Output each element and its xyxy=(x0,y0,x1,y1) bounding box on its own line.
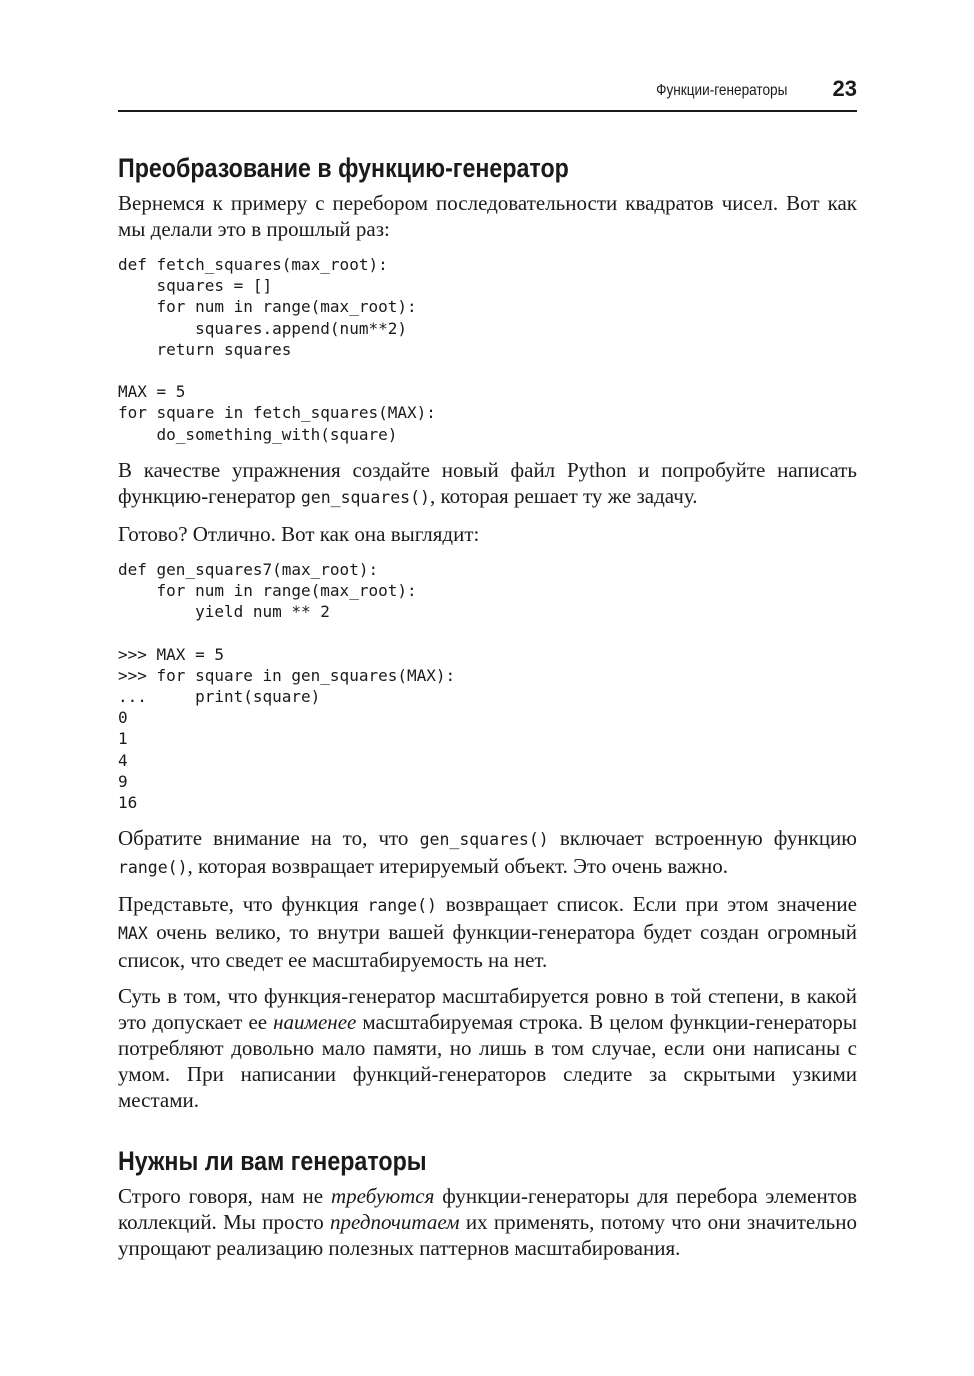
inline-code-gen-squares-2: gen_squares() xyxy=(419,830,549,850)
code-block-fetch-squares: def fetch_squares(max_root): squares = [] for num in range(max_root): squares.append(num**2) return squares MAX = 5 for square in fetch_squares(MAX): do_something_with(square) xyxy=(118,255,436,444)
imagine-text-1: Представьте, что функция xyxy=(118,892,368,917)
need-emphasis-2: предпочитаем xyxy=(330,1210,460,1235)
imagine-paragraph xyxy=(118,891,857,973)
need-emphasis-1: требуются xyxy=(331,1184,435,1209)
exercise-paragraph xyxy=(118,457,857,511)
intro-paragraph: Вернемся к примеру с перебором последовательности квадратов чисел. Вот как мы делали это в прошлый раз: xyxy=(118,191,857,241)
need-paragraph xyxy=(118,1183,857,1261)
inline-code-range: range() xyxy=(118,858,188,878)
ready-paragraph: Готово? Отлично. Вот как она выглядит: xyxy=(118,521,480,546)
section-heading-do-you-need-generators: Нужны ли вам генераторы xyxy=(118,1146,427,1177)
note-text-2: включает встроенную функцию xyxy=(548,826,857,851)
page-number: 23 xyxy=(832,76,857,101)
need-text-1: Строго говоря, нам не xyxy=(118,1184,332,1209)
page-content xyxy=(118,148,857,1261)
note-paragraph xyxy=(118,825,857,881)
need-text-2: функции-генераторы для перебора элементов коллекций. Мы просто xyxy=(118,1184,858,1235)
need-text-3: их применять, потому что они значительно упрощают реализацию полезных паттернов масштабирования. xyxy=(118,1210,857,1261)
running-header xyxy=(118,76,857,112)
inline-code-range-2: range() xyxy=(367,896,437,916)
running-title: Функции-генераторы xyxy=(655,82,787,99)
code-block-gen-squares: def gen_squares7(max_root): for num in range(max_root): yield num ** 2 >>> MAX = 5 >>> for square in gen_squares(MAX): ... print(square) 0 1 4 9 16 xyxy=(118,559,456,813)
imagine-text-2: возвращает список. Если при этом значение xyxy=(436,892,857,917)
note-text-3: , которая возвращает итерируемый объект. Это очень важно. xyxy=(187,854,728,879)
point-emphasis: наименее xyxy=(273,1010,357,1035)
inline-code-gen-squares: gen_squares() xyxy=(300,487,430,507)
inline-code-max: MAX xyxy=(118,924,148,944)
exercise-text-1: В качестве упражнения создайте новый файл Python и попробуйте написать функцию-генератор xyxy=(118,457,857,508)
section-heading-generator-conversion: Преобразование в функцию-генератор xyxy=(118,153,569,183)
point-text-1: Суть в том, что функция-генератор масштабируется ровно в той степени, в какой это допускает ее xyxy=(118,984,857,1035)
point-paragraph xyxy=(118,983,857,1113)
note-text-1: Обратите внимание на то, что xyxy=(118,826,420,851)
imagine-text-3: очень велико, то внутри вашей функции-генератора будет создан огромный список, что сведет ее масштабируемость на нет. xyxy=(118,920,857,973)
point-text-2: масштабируемая строка. В целом функции-генераторы потребляют довольно мало памяти, но лишь в том случае, если они написаны с умом. При написании функций-генераторов следите за скрытыми узкими местами. xyxy=(118,1010,857,1113)
exercise-text-2: , которая решает ту же задачу. xyxy=(429,483,698,508)
